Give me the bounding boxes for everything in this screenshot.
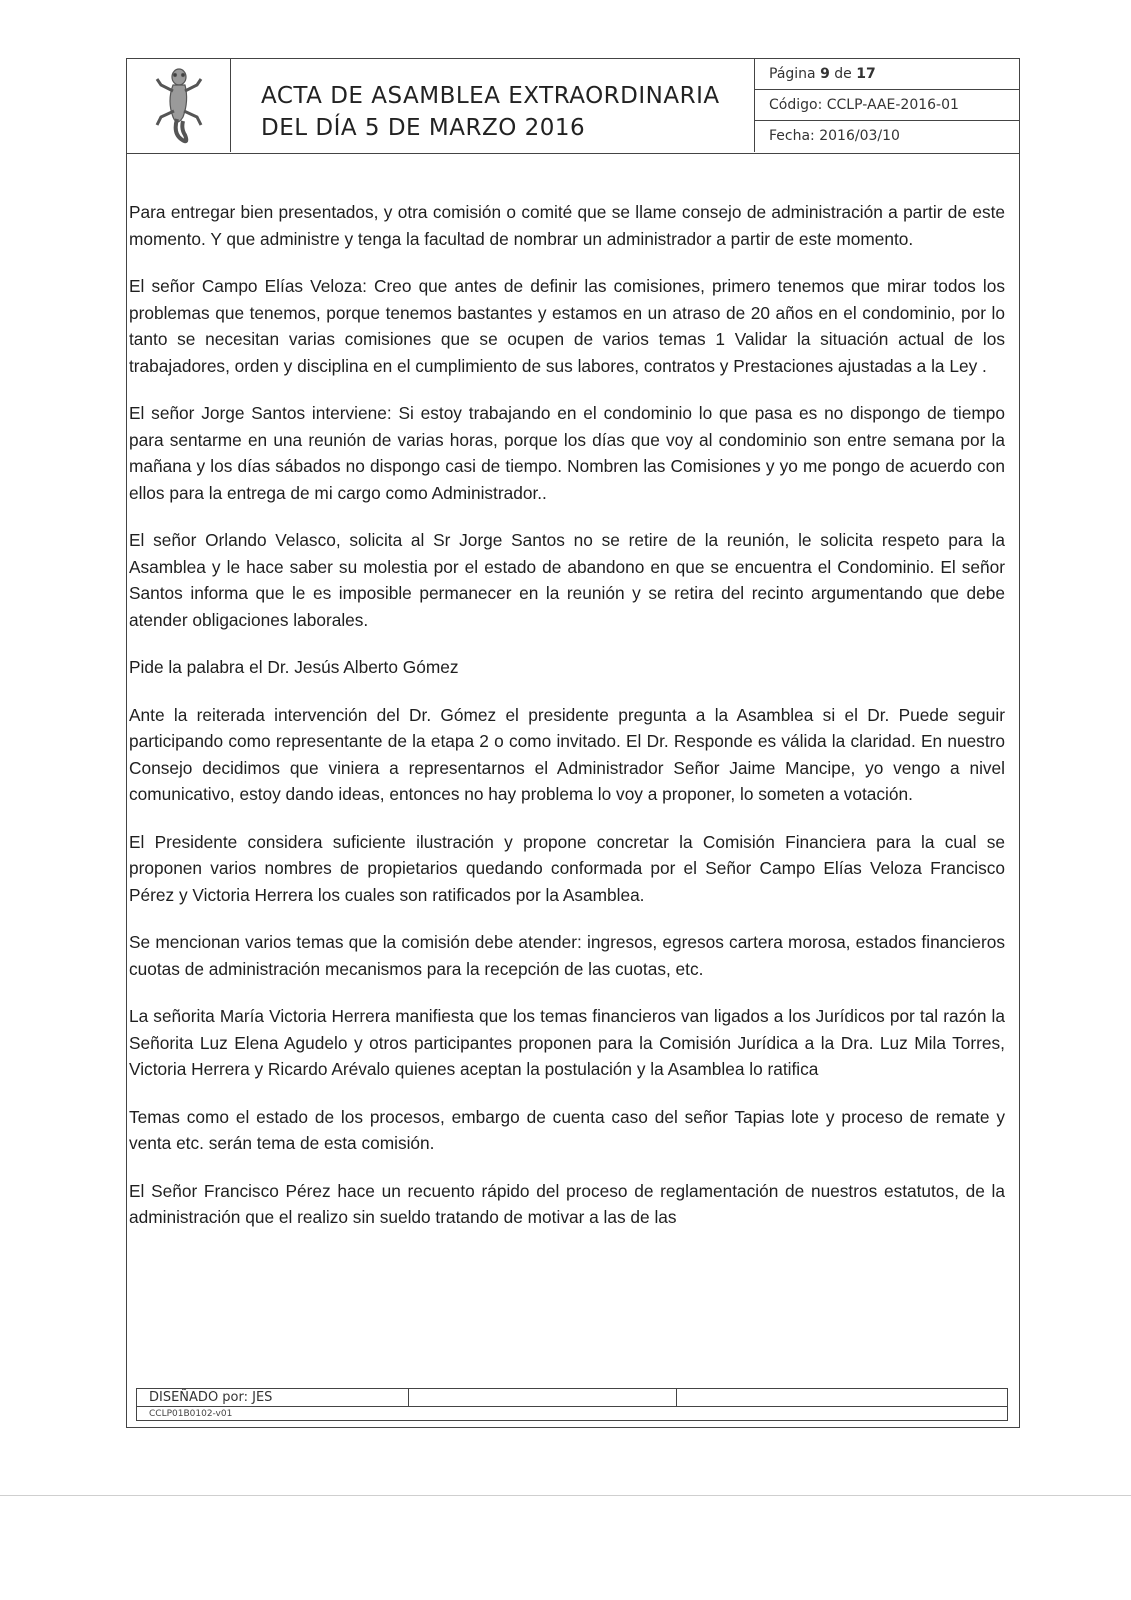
document-title-line-1: ACTA DE ASAMBLEA EXTRAORDINARIA xyxy=(261,83,720,109)
document-frame xyxy=(126,58,1020,1428)
paragraph: El Señor Francisco Pérez hace un recuento rápido del proceso de reglamentación de nuestros estatutos, de la administración que el realizo sin sueldo tratando de motivar a las de las xyxy=(129,1180,1005,1227)
logo-cell xyxy=(127,59,231,152)
page-prefix: Página xyxy=(769,66,821,82)
paragraph: Se mencionan varios temas que la comisión debe atender: ingresos, egresos cartera morosa, estados financieros cuotas de administración mecanismos para la recepción de las cuotas, etc. xyxy=(129,932,1005,979)
paragraph: Ante la reiterada intervención del Dr. Gómez el presidente pregunta a la Asamblea si el Dr. Puede seguir participando como representante de la etapa 2 o como invitado. El Dr. Responde es válida la claridad. En nuestro Consejo decidimos que viniera a representarnos el Administrador Señor Jaime Mancipe, yo vengo a nivel comunicativo, estoy dando ideas, entonces no hay problema lo voy a proponer, lo someten a votación. xyxy=(129,704,1005,804)
paragraph: Para entregar bien presentados, y otra comisión o comité que se llame consejo de administración a partir de este momento. Y que administre y tenga la facultad de nombrar un administrador a partir de este momento. xyxy=(129,202,1005,249)
document-header xyxy=(127,59,1019,154)
paragraph: La señorita María Victoria Herrera manifiesta que los temas financieros van ligados a los Jurídicos por tal razón la Señorita Luz Elena Agudelo y otros participantes proponen para la Comisión Jurídica a la Dra. Luz Mila Torres, Victoria Herrera y Ricardo Arévalo quienes aceptan la postulación y la Asamblea lo ratifica xyxy=(129,1006,1005,1079)
document-footer xyxy=(136,1388,1008,1421)
document-date: Fecha: 2016/03/10 xyxy=(769,128,900,144)
paragraph: El señor Jorge Santos interviene: Si estoy trabajando en el condominio lo que pasa es no dispongo de tiempo para sentarme en una reunión de varias horas, porque los días que voy al condominio son entre semana por la mañana y los días sábados no dispongo casi de tiempo. Nombren las Comisiones y yo me pongo de acuerdo con ellos para la entrega de mi cargo como Administrador.. xyxy=(129,403,1005,503)
meta-cell xyxy=(755,59,1019,152)
page-number: 9 xyxy=(820,66,830,82)
designed-by: DISEÑADO por: JES xyxy=(137,1389,409,1406)
paragraph: Pide la palabra el Dr. Jesús Alberto Gómez xyxy=(129,657,459,677)
document-code: Código: CCLP-AAE-2016-01 xyxy=(755,90,1019,121)
scan-divider xyxy=(0,1495,1131,1496)
paragraph: El señor Orlando Velasco, solicita al Sr Jorge Santos no se retire de la reunión, le solicita respeto para la Asamblea y le hace saber su molestia por el estado de abandono en que se encuentra el Condominio. El señor Santos informa que le es imposible permanecer en la reunión y se retira del recinto argumentando que debe atender obligaciones laborales. xyxy=(129,530,1005,630)
page-total: 17 xyxy=(856,66,876,82)
document-body xyxy=(129,199,1005,1231)
title-cell xyxy=(231,59,755,152)
document-title-line-2: DEL DÍA 5 DE MARZO 2016 xyxy=(261,115,586,141)
paragraph: El señor Campo Elías Veloza: Creo que antes de definir las comisiones, primero tenemos que mirar todos los problemas que tenemos, porque tenemos bastantes y estamos en un atraso de 20 años en el condominio, por lo tanto se necesitan varias comisiones que se ocupen de varios temas 1 Validar la situación actual de los trabajadores, orden y disciplina en el cumplimiento de sus labores, contratos y Prestaciones ajustadas a la Ley . xyxy=(129,276,1005,376)
page-of: de xyxy=(829,66,857,82)
lizard-logo-icon xyxy=(127,59,231,152)
paragraph: Temas como el estado de los procesos, embargo de cuenta caso del señor Tapias lote y proceso de remate y venta etc. serán tema de esta comisión. xyxy=(129,1106,1005,1153)
footer-empty-cell xyxy=(409,1389,677,1406)
footer-row xyxy=(137,1389,1007,1407)
paragraph: El Presidente considera suficiente ilustración y propone concretar la Comisión Financiera para la cual se proponen varios nombres de propietarios quedando conformada por el Señor Campo Elías Veloza Francisco Pérez y Victoria Herrera los cuales son ratificados por la Asamblea. xyxy=(129,831,1005,905)
footer-doc-code: CCLP01B0102-v01 xyxy=(149,1409,233,1419)
page-indicator xyxy=(755,59,1019,90)
